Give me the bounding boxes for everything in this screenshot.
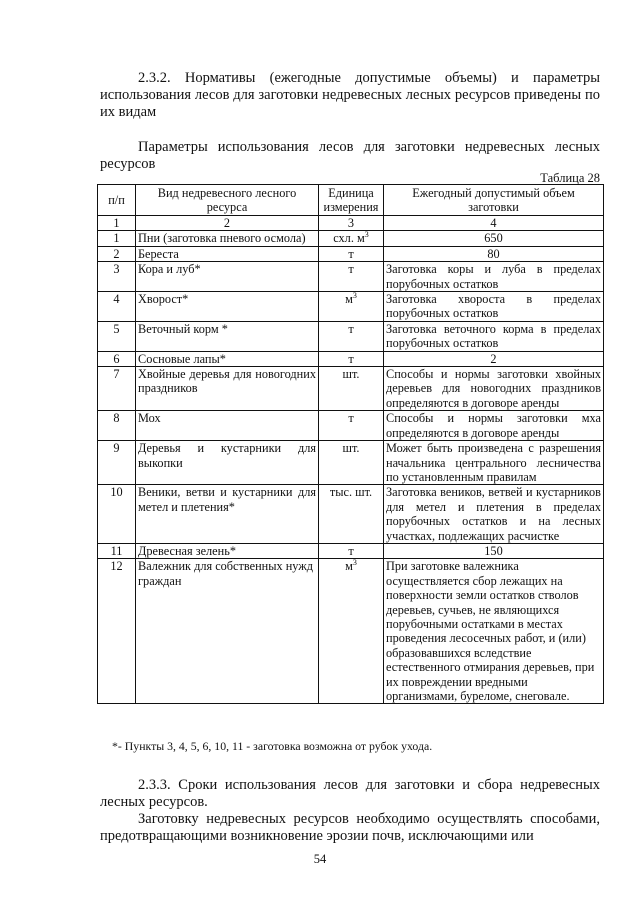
row-num: 7: [98, 367, 136, 411]
header-resource-type: Вид недревесного лесного ресурса: [136, 185, 319, 216]
header-annual-volume: Ежегодный допустимый объем заготовки: [384, 185, 604, 216]
table-caption: Таблица 28: [540, 171, 600, 185]
row-volume: 150: [384, 543, 604, 558]
index-cell: 3: [319, 216, 384, 231]
row-num: 2: [98, 246, 136, 261]
row-resource: Береста: [136, 246, 319, 261]
row-resource: Сосновые лапы*: [136, 351, 319, 366]
table-row: [98, 262, 604, 292]
row-resource: Валежник для собственных нужд граждан: [136, 559, 319, 704]
header-unit: Единица измерения: [319, 185, 384, 216]
row-volume: При заготовке валежника осуществляется сбор лежащих на поверхности земли остатков стволов деревьев, сучьев, не являющихся порубочными остатками в местах проведения лесосечных работ, и (или) образовавшихся вследствие естественного отмирания деревьев, при их повреждении вредными организмами, буреломе, снеговале.: [384, 559, 604, 704]
row-num: 1: [98, 231, 136, 246]
table-row: [98, 543, 604, 558]
row-volume: Заготовка хвороста в пределах порубочных остатков: [384, 292, 604, 322]
row-volume: Может быть произведена с разрешения начальника центрального лесничества по установленным правилам: [384, 441, 604, 485]
row-num: 10: [98, 485, 136, 544]
row-num: 4: [98, 292, 136, 322]
row-unit: т: [319, 321, 384, 351]
table-row: [98, 367, 604, 411]
paragraph-2-3-3: 2.3.3. Сроки использования лесов для заготовки и сбора недревесных лесных ресурсов.: [100, 777, 600, 810]
paragraph-2-3-2: 2.3.2. Нормативы (ежегодные допустимые объемы) и параметры использования лесов для заготовки недревесных лесных ресурсов приведены по их видам: [100, 70, 600, 120]
row-resource: Деревья и кустарники для выкопки: [136, 441, 319, 485]
table-row: [98, 485, 604, 544]
row-unit: $м^3$: [319, 292, 384, 322]
table-row: [98, 246, 604, 261]
table-heading: Параметры использования лесов для заготовки недревесных лесных ресурсов: [100, 139, 600, 172]
row-num: 8: [98, 411, 136, 441]
row-num: 6: [98, 351, 136, 366]
row-volume: Способы и нормы заготовки мха определяются в договоре аренды: [384, 411, 604, 441]
row-volume: 650: [384, 231, 604, 246]
row-unit: тыс. шт.: [319, 485, 384, 544]
row-resource: Веники, ветви и кустарники для метел и плетения*: [136, 485, 319, 544]
row-unit: т: [319, 246, 384, 261]
non-timber-resources-table: [97, 184, 604, 704]
row-num: 9: [98, 441, 136, 485]
table-row: [98, 559, 604, 704]
row-unit: $м^3$: [319, 559, 384, 704]
table-header-row: [98, 185, 604, 216]
row-unit: т: [319, 543, 384, 558]
row-num: 5: [98, 321, 136, 351]
row-num: 3: [98, 262, 136, 292]
row-resource: Хвойные деревья для новогодних праздников: [136, 367, 319, 411]
table-index-row: [98, 216, 604, 231]
row-volume: 2: [384, 351, 604, 366]
row-volume: Заготовка веников, ветвей и кустарников для метел и плетения в пределах порубочных остатков и на лесных участках, подлежащих расчистке: [384, 485, 604, 544]
row-unit: схл. $м^3$: [319, 231, 384, 246]
row-unit: шт.: [319, 441, 384, 485]
table-row: [98, 231, 604, 246]
row-unit: шт.: [319, 367, 384, 411]
row-resource: Хворост*: [136, 292, 319, 322]
table-row: [98, 292, 604, 322]
row-resource: Пни (заготовка пневого осмола): [136, 231, 319, 246]
index-cell: 4: [384, 216, 604, 231]
row-volume: Способы и нормы заготовки хвойных деревьев для новогодних праздников определяются в договоре аренды: [384, 367, 604, 411]
row-resource: Кора и луб*: [136, 262, 319, 292]
row-volume: 80: [384, 246, 604, 261]
index-cell: 1: [98, 216, 136, 231]
table-row: [98, 441, 604, 485]
page-number: 54: [313, 852, 327, 866]
paragraph-body: Заготовку недревесных ресурсов необходимо осуществлять способами, предотвращающими возникновение эрозии почв, исключающими или: [100, 811, 600, 844]
row-unit: т: [319, 262, 384, 292]
table-row: [98, 351, 604, 366]
row-volume: Заготовка коры и луба в пределах порубочных остатков: [384, 262, 604, 292]
row-num: 11: [98, 543, 136, 558]
row-resource: Веточный корм *: [136, 321, 319, 351]
row-unit: т: [319, 411, 384, 441]
row-resource: Древесная зелень*: [136, 543, 319, 558]
table-row: [98, 411, 604, 441]
row-volume: Заготовка веточного корма в пределах порубочных остатков: [384, 321, 604, 351]
index-cell: 2: [136, 216, 319, 231]
table-row: [98, 321, 604, 351]
row-num: 12: [98, 559, 136, 704]
row-unit: т: [319, 351, 384, 366]
header-num: п/п: [98, 185, 136, 216]
table-footnote: *- Пункты 3, 4, 5, 6, 10, 11 - заготовка возможна от рубок ухода.: [112, 739, 433, 753]
row-resource: Мох: [136, 411, 319, 441]
